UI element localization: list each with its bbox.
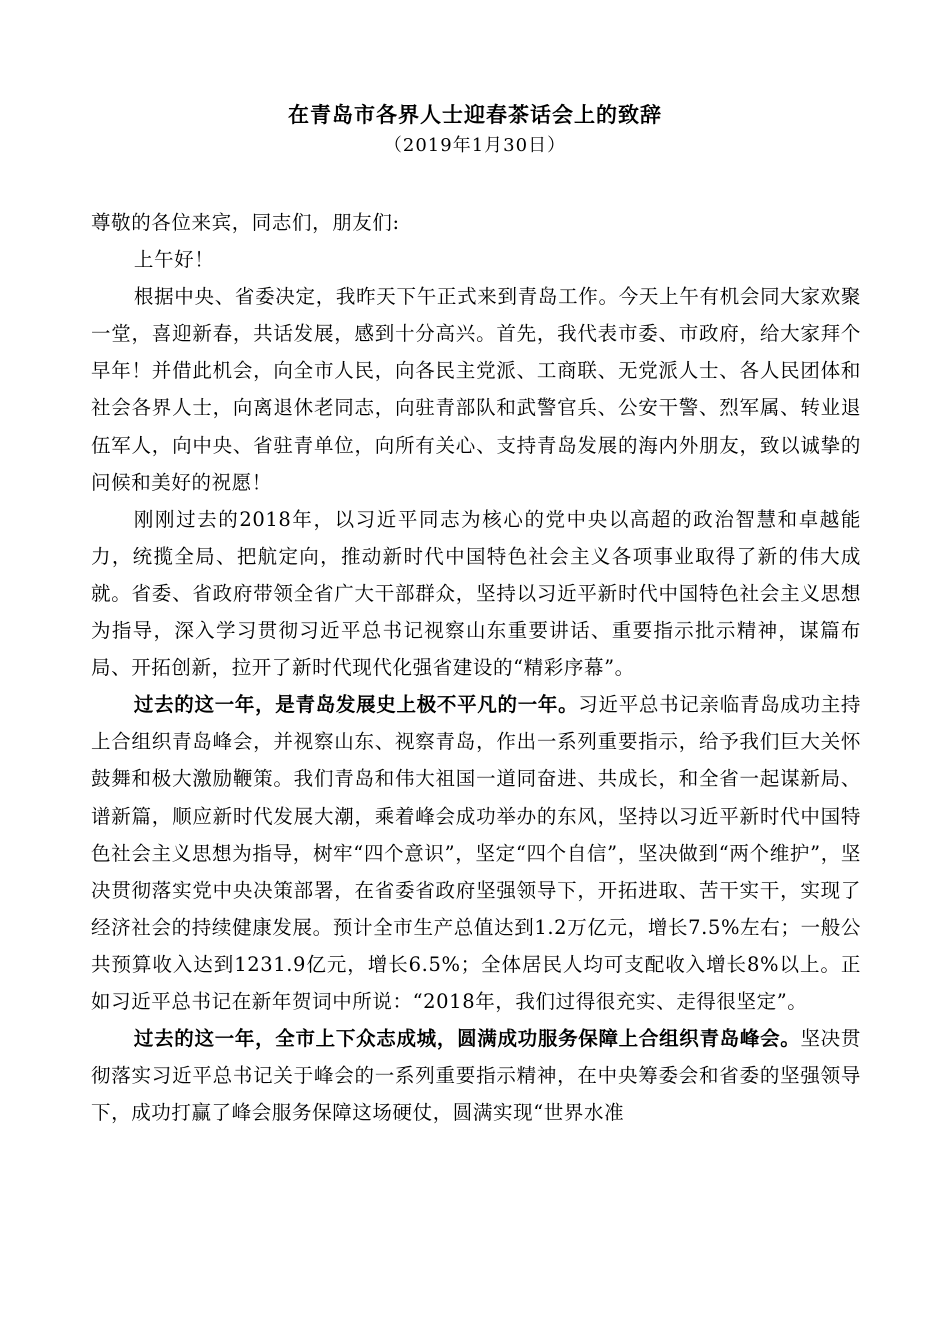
document-title: 在青岛市各界人士迎春茶话会上的致辞 [288, 102, 662, 127]
paragraph-lead: 过去的这一年，是青岛发展史上极不平凡的一年。 [133, 693, 579, 717]
paragraph-text: 根据中央、省委决定，我昨天下午正式来到青岛工作。今天上午有机会同大家欢聚一堂，喜迎新春，共话发展，感到十分高兴。首先，我代表市委、市政府，给大家拜个早年！并借此机会，向全市人民，向各民主党派、工商联、无党派人士、各人民团体和社会各界人士，向离退休老同志，向驻青部队和武警官兵、公安干警、烈军属、转业退伍军人，向中央、省驻青单位，向所有关心、支持青岛发展的海内外朋友，致以诚挚的问候和美好的祝愿！ [91, 285, 861, 494]
paragraph-text: 习近平总书记亲临青岛成功主持上合组织青岛峰会，并视察山东、视察青岛，作出一系列重要指示，给予我们巨大关怀鼓舞和极大激励鞭策。我们青岛和伟大祖国一道同奋进、共成长，和全省一起谋新局、谱新篇，顺应新时代发展大潮，乘着峰会成功举办的东风，坚持以习近平新时代中国特色社会主义思想为指导，树牢“四个意识”，坚定“四个自信”，坚决做到“两个维护”，坚决贯彻落实党中央决策部署，在省委省政府坚强领导下，开拓进取、苦干实干，实现了经济社会的持续健康发展。预计全市生产总值达到1.2万亿元，增长7.5%左右；一般公共预算收入达到1231.9亿元，增长6.5%；全体居民人均可支配收入增长8%以上。正如习近平总书记在新年贺词中所说：“2018年，我们过得很充实、走得很坚定”。 [91, 693, 861, 1013]
paragraph-text: 坚决贯彻落实习近平总书记关于峰会的一系列重要指示精神，在中央筹委会和省委的坚强领导下，成功打赢了峰会服务保障这场硬仗，圆满实现“世界水准 [91, 1027, 861, 1125]
paragraph-1 [91, 278, 861, 501]
paragraph-lead: 过去的这一年，全市上下众志成城，圆满成功服务保障上合组织青岛峰会。 [133, 1027, 801, 1051]
paragraph-2 [91, 501, 861, 686]
greeting: 上午好！ [133, 248, 215, 272]
paragraph-text: 刚刚过去的2018年，以习近平同志为核心的党中央以高超的政治智慧和卓越能力，统揽全局、把航定向，推动新时代中国特色社会主义各项事业取得了新的伟大成就。省委、省政府带领全省广大干部群众，坚持以习近平新时代中国特色社会主义思想为指导，深入学习贯彻习近平总书记视察山东重要讲话、重要指示批示精神，谋篇布局、开拓创新，拉开了新时代现代化强省建设的“精彩序幕”。 [91, 507, 861, 680]
paragraph-4 [91, 1020, 861, 1131]
paragraph-3 [91, 686, 861, 1020]
document-body [91, 204, 861, 1131]
salutation: 尊敬的各位来宾，同志们，朋友们: [91, 211, 400, 234]
document-date: （2019年1月30日） [383, 135, 567, 156]
